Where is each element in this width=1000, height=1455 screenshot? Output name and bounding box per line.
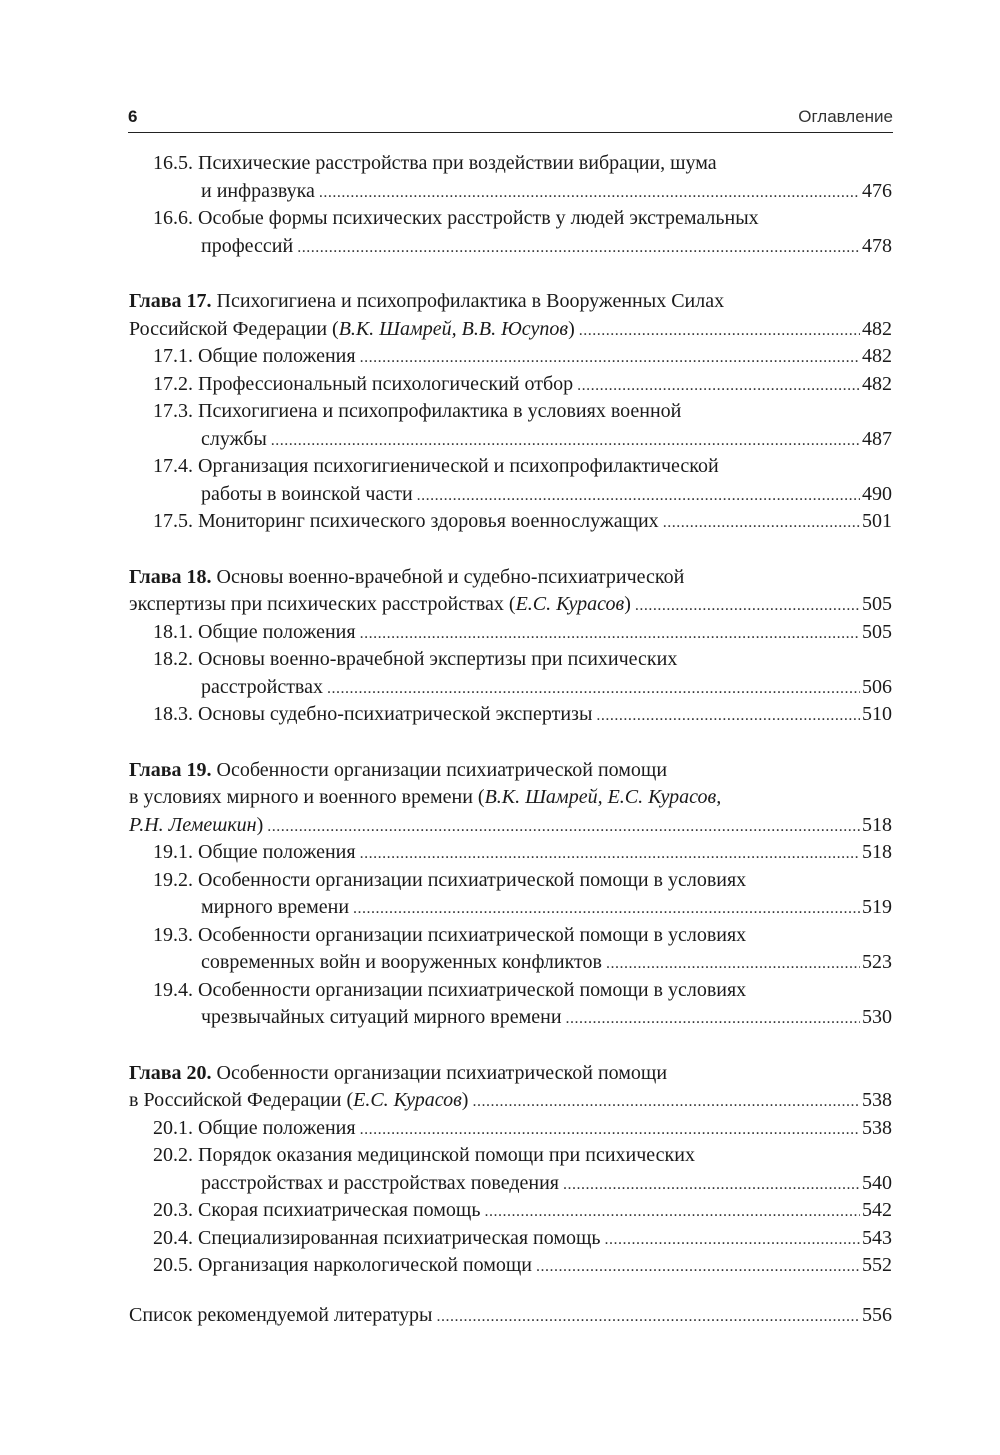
page-ref: 518 xyxy=(862,841,892,863)
page-ref: 505 xyxy=(862,620,892,643)
dot-leader xyxy=(635,592,860,620)
running-title: Оглавление xyxy=(798,107,893,126)
dot-leader xyxy=(563,1171,860,1199)
toc-entry-17-5[interactable]: 17.5. Мониторинг психического здоровья военнослужащих ..... 501 xyxy=(129,508,892,536)
dot-leader xyxy=(596,702,860,730)
toc-entry-16-6-cont[interactable]: профессий ..... 478 xyxy=(129,233,892,261)
page-ref: 552 xyxy=(862,1254,892,1276)
chapter-authors: Е.С. Курасов xyxy=(515,593,625,615)
toc-entry-18-3[interactable]: 18.3. Основы судебно-психиатрической экспертизы ..... 510 xyxy=(129,701,892,729)
toc-entry-19-3-cont[interactable]: современных войн и вооруженных конфликтов ..... 523 xyxy=(129,949,892,977)
chapter-authors: Е.С. Курасов xyxy=(353,1089,462,1111)
dot-leader xyxy=(319,179,860,207)
toc-chapter-18[interactable]: Глава 18. Основы военно-врачебной и судебно-психиатрической xyxy=(129,565,685,588)
toc-entry-17-3[interactable]: 17.3. Психогигиена и психопрофилактика в условиях военной xyxy=(153,400,682,422)
toc-entry-20-3[interactable]: 20.3. Скорая психиатрическая помощь ..... 542 xyxy=(129,1197,892,1225)
toc-entry-19-3[interactable]: 19.3. Особенности организации психиатрической помощи в условиях xyxy=(153,923,747,946)
dot-leader xyxy=(663,509,860,537)
dot-leader xyxy=(437,1303,861,1331)
toc-entry-18-1[interactable]: 18.1. Общие положения ..... 505 xyxy=(129,619,892,647)
page-number: 6 xyxy=(128,107,138,126)
page-ref: 482 xyxy=(862,372,892,395)
page-ref: 519 xyxy=(862,896,892,918)
page-ref: 476 xyxy=(862,179,892,202)
toc-chapter-18-cont[interactable]: экспертизы при психических расстройствах (Е.С. Курасов) ..... 505 xyxy=(129,591,892,619)
toc-entry-19-4-cont[interactable]: чрезвычайных ситуаций мирного времени ..... 530 xyxy=(129,1004,892,1032)
toc-chapter-19-cont2[interactable]: Р.Н. Лемешкин) ..... 518 xyxy=(129,812,892,840)
dot-leader xyxy=(577,372,860,400)
dot-leader xyxy=(472,1088,860,1116)
dot-leader xyxy=(360,344,860,372)
dot-leader xyxy=(605,1226,860,1254)
page-ref: 487 xyxy=(862,427,892,450)
toc-entry-18-2-cont[interactable]: расстройствах ..... 506 xyxy=(129,674,892,702)
toc-bibliography[interactable]: Список рекомендуемой литературы ..... 556 xyxy=(129,1302,892,1330)
toc-chapter-17[interactable]: Глава 17. Психогигиена и психопрофилактика в Вооруженных Силах xyxy=(129,290,725,312)
page-ref: 556 xyxy=(862,1303,892,1326)
page-ref: 542 xyxy=(862,1199,892,1221)
table-of-contents xyxy=(129,150,892,1329)
page-ref: 540 xyxy=(862,1171,892,1194)
page-ref: 490 xyxy=(862,482,892,505)
dot-leader xyxy=(297,234,860,262)
page-ref: 506 xyxy=(862,675,892,698)
toc-entry-17-4[interactable]: 17.4. Организация психогигиенической и психопрофилактической xyxy=(153,455,719,477)
toc-entry-19-1[interactable]: 19.1. Общие положения ..... 518 xyxy=(129,839,892,867)
page-ref: 482 xyxy=(862,317,892,340)
dot-leader xyxy=(606,950,860,978)
toc-chapter-19-cont[interactable]: в условиях мирного и военного времени (В.К. Шамрей, Е.С. Курасов, xyxy=(129,786,722,808)
dot-leader xyxy=(353,895,860,923)
page-ref: 523 xyxy=(862,951,892,973)
toc-entry-20-2[interactable]: 20.2. Порядок оказания медицинской помощи при психических xyxy=(153,1144,695,1166)
toc-entry-18-2[interactable]: 18.2. Основы военно-врачебной экспертизы при психических xyxy=(153,648,678,670)
dot-leader xyxy=(360,1116,860,1144)
page-ref: 501 xyxy=(862,510,892,532)
chapter-authors: В.К. Шамрей, Е.С. Курасов, xyxy=(484,786,722,808)
chapter-authors: В.К. Шамрей, В.В. Юсупов xyxy=(338,317,569,340)
toc-entry-20-2-cont[interactable]: расстройствах и расстройствах поведения ..... 540 xyxy=(129,1170,892,1198)
dot-leader xyxy=(267,813,860,841)
toc-entry-17-3-cont[interactable]: службы ..... 487 xyxy=(129,426,892,454)
dot-leader xyxy=(327,675,860,703)
toc-entry-17-1[interactable]: 17.1. Общие положения ..... 482 xyxy=(129,343,892,371)
dot-leader xyxy=(484,1198,860,1226)
toc-chapter-20[interactable]: Глава 20. Особенности организации психиатрической помощи xyxy=(129,1061,668,1084)
toc-entry-19-4[interactable]: 19.4. Особенности организации психиатрической помощи в условиях xyxy=(153,978,747,1001)
page-ref: 478 xyxy=(862,234,892,257)
dot-leader xyxy=(536,1253,860,1281)
toc-entry-17-2[interactable]: 17.2. Профессиональный психологический отбор ..... 482 xyxy=(129,371,892,399)
chapter-authors: Р.Н. Лемешкин xyxy=(129,813,257,836)
page-ref: 505 xyxy=(862,593,892,615)
toc-entry-16-5-cont[interactable]: и инфразвука ..... 476 xyxy=(129,178,892,206)
page-ref: 538 xyxy=(862,1089,892,1111)
dot-leader xyxy=(360,620,860,648)
dot-leader xyxy=(360,840,860,868)
page-ref: 530 xyxy=(862,1006,892,1028)
running-header xyxy=(128,104,893,133)
toc-entry-17-4-cont[interactable]: работы в воинской части ..... 490 xyxy=(129,481,892,509)
dot-leader xyxy=(417,482,860,510)
toc-entry-16-6[interactable]: 16.6. Особые формы психических расстройств у людей экстремальных xyxy=(153,207,759,229)
dot-leader xyxy=(271,427,860,455)
dot-leader xyxy=(579,317,860,345)
toc-entry-20-1[interactable]: 20.1. Общие положения ..... 538 xyxy=(129,1115,892,1143)
toc-entry-19-2[interactable]: 19.2. Особенности организации психиатрической помощи в условиях xyxy=(153,868,747,891)
page-ref: 518 xyxy=(862,813,892,836)
toc-chapter-20-cont[interactable]: в Российской Федерации (Е.С. Курасов) ..... 538 xyxy=(129,1087,892,1115)
page-ref: 543 xyxy=(862,1226,892,1249)
toc-entry-20-4[interactable]: 20.4. Специализированная психиатрическая помощь ..... 543 xyxy=(129,1225,892,1253)
toc-chapter-19[interactable]: Глава 19. Особенности организации психиатрической помощи xyxy=(129,758,668,781)
toc-entry-16-5[interactable]: 16.5. Психические расстройства при воздействии вибрации, шума xyxy=(153,152,717,174)
page-ref: 538 xyxy=(862,1116,892,1139)
toc-entry-20-5[interactable]: 20.5. Организация наркологической помощи ..... 552 xyxy=(129,1252,892,1280)
page-ref: 482 xyxy=(862,345,892,367)
dot-leader xyxy=(566,1005,860,1033)
toc-entry-19-2-cont[interactable]: мирного времени ..... 519 xyxy=(129,894,892,922)
toc-chapter-17-cont[interactable]: Российской Федерации (В.К. Шамрей, В.В. Юсупов) ..... 482 xyxy=(129,316,892,344)
page-ref: 510 xyxy=(862,703,892,725)
